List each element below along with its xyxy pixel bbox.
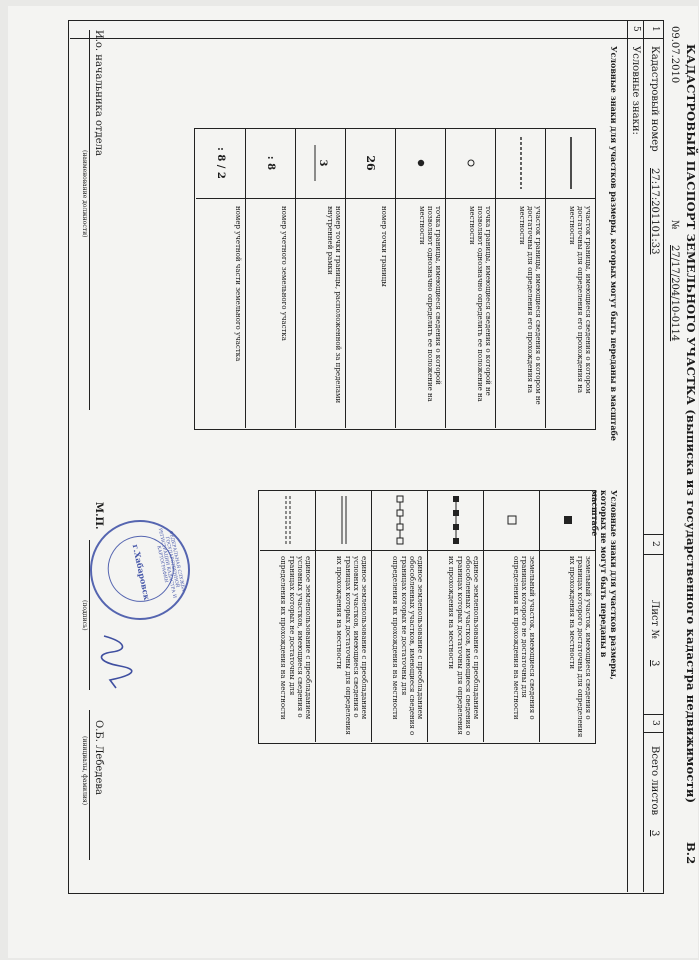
position-line — [89, 30, 90, 410]
right-legend-desc: земельный участок, имеющиеся сведения о границах которого не достаточны для определения их прохождения на местности — [511, 556, 536, 720]
mp-label: М.П. — [93, 502, 104, 530]
row5-bottom-line — [627, 20, 628, 892]
open-chain-symbol — [372, 490, 428, 550]
filled-chain-symbol — [428, 490, 484, 550]
row1-divider-c — [644, 714, 664, 715]
dashed-line-symbol — [496, 128, 546, 198]
right-legend-desc: единое землепользование с преобладанием условных участков, имеющиеся сведения о границах которых не достаточны для определения их прохождения на местности — [279, 556, 312, 720]
cadastral-number-label: Кадастровый номер — [649, 46, 660, 152]
outer-point-number-symbol — [296, 128, 346, 198]
stamp-outer-text: ФЕДЕРАЛЬНАЯ СЛУЖБА ГОСУДАРСТВЕННОЙ РЕГИСТРАЦИИ КАДАСТРА И КАРТОГРАФИИ — [155, 527, 186, 599]
row1-index: 1 — [650, 26, 660, 32]
filled-circle-symbol — [396, 128, 446, 198]
document-number-label: № — [669, 220, 680, 230]
right-legend-desc: единое землепользование с преобладанием обособленных участков, имеющиеся сведения о границах которых не достаточны для определения их прохождения на местности — [391, 556, 424, 736]
left-legend-desc: участок границы, имеющиеся сведения о котором не достаточны для определения его прохождения на местности — [517, 206, 542, 405]
right-legend-column-line — [260, 550, 596, 551]
document-page — [60, 20, 699, 900]
name-line — [89, 710, 90, 860]
row5-index: 5 — [631, 26, 641, 32]
double-line-symbol — [316, 490, 372, 550]
stamp-city: г.Хабаровск — [130, 543, 153, 601]
right-legend-heading: Условные знаки для участков размеры, которых не могут быть переданы в масштабе — [590, 490, 619, 680]
legend-label: Условные знаки: — [630, 46, 641, 135]
left-legend-desc: точка границы, имеющиеся сведения о которой не позволяют однозначно определить ее положение на местности — [467, 206, 492, 402]
total-sheets-number: 3 — [649, 830, 660, 837]
filled-square-symbol — [540, 490, 596, 550]
right-legend-desc: единое землепользование с преобладанием условных участков, имеющиеся сведения о границах которых достаточны для определения их прохождения на местности — [335, 556, 368, 735]
paper-sheet — [8, 6, 698, 958]
left-legend-desc: точка границы, имеющиеся сведения о которой позволяют однозначно определить ее положение на местности — [417, 206, 442, 402]
document-title: КАДАСТРОВЫЙ ПАСПОРТ ЗЕМЕЛЬНОГО УЧАСТКА (выписка из государственного кадастра недвижимости) — [684, 44, 698, 804]
form-code: В.2 — [684, 842, 698, 865]
signature-scribble — [94, 632, 134, 692]
left-legend-desc: номер учетного земельного участка — [280, 206, 288, 341]
right-legend-desc: единое землепользование с преобладанием обособленных участков, имеющиеся сведения о границах которых достаточны для определения их прохождения на местности — [447, 556, 480, 736]
open-circle-symbol — [446, 128, 496, 198]
open-square-symbol — [484, 490, 540, 550]
signature-caption: (подпись) — [81, 600, 88, 631]
cadastral-number: 27:17:201101:33 — [649, 168, 660, 255]
row1-divider-d — [644, 732, 664, 733]
left-legend-desc: участок границы, имеющиеся сведения о котором достаточны для определения его прохождения на местности — [567, 206, 592, 394]
position-caption: (наименование должности) — [81, 150, 88, 238]
parcel-number-symbol: : 8 — [265, 155, 277, 171]
document-date: 09.07.2010 — [669, 26, 680, 84]
left-legend-column-line — [196, 198, 596, 199]
point-number-symbol: 26 — [364, 155, 378, 171]
document-number: 27/17/204/10-0114 — [669, 245, 680, 342]
solid-line-symbol — [546, 128, 596, 198]
row1-cell2-index: 2 — [650, 541, 660, 547]
signer-position: И.о. начальника отдела — [93, 30, 104, 156]
row1-divider-a — [644, 534, 664, 535]
signer-name: О.Б. Лебедева — [93, 720, 104, 795]
left-legend-desc: номер учетной части земельного участка — [234, 206, 242, 362]
dashed-double-symbol — [260, 490, 316, 550]
sheet-number: 3 — [649, 660, 660, 667]
row1-cell3-index: 3 — [650, 720, 660, 726]
left-legend-desc: номер точки границы — [380, 206, 388, 287]
sheet-label: Лист № — [649, 600, 660, 639]
name-caption: (инициалы, фамилия) — [81, 736, 88, 806]
left-legend-desc: номер точки границы, расположенной за пределами внутренней рамки — [325, 206, 342, 404]
outer-point-number: 3 — [317, 159, 329, 167]
total-sheets-label: Всего листов — [649, 746, 660, 816]
row1-bottom-line — [643, 20, 644, 892]
left-legend-heading: Условные знаки для участков размеры, которых могут быть переданы в масштабе — [609, 46, 619, 441]
number-column-line — [70, 38, 664, 39]
parcel-part-number-symbol: : 8 / 2 — [215, 147, 227, 179]
row1-divider-b — [644, 554, 664, 555]
right-legend-desc: земельный участок, имеющиеся сведения о границах которого достаточны для определения их прохождения на местности — [567, 556, 592, 738]
